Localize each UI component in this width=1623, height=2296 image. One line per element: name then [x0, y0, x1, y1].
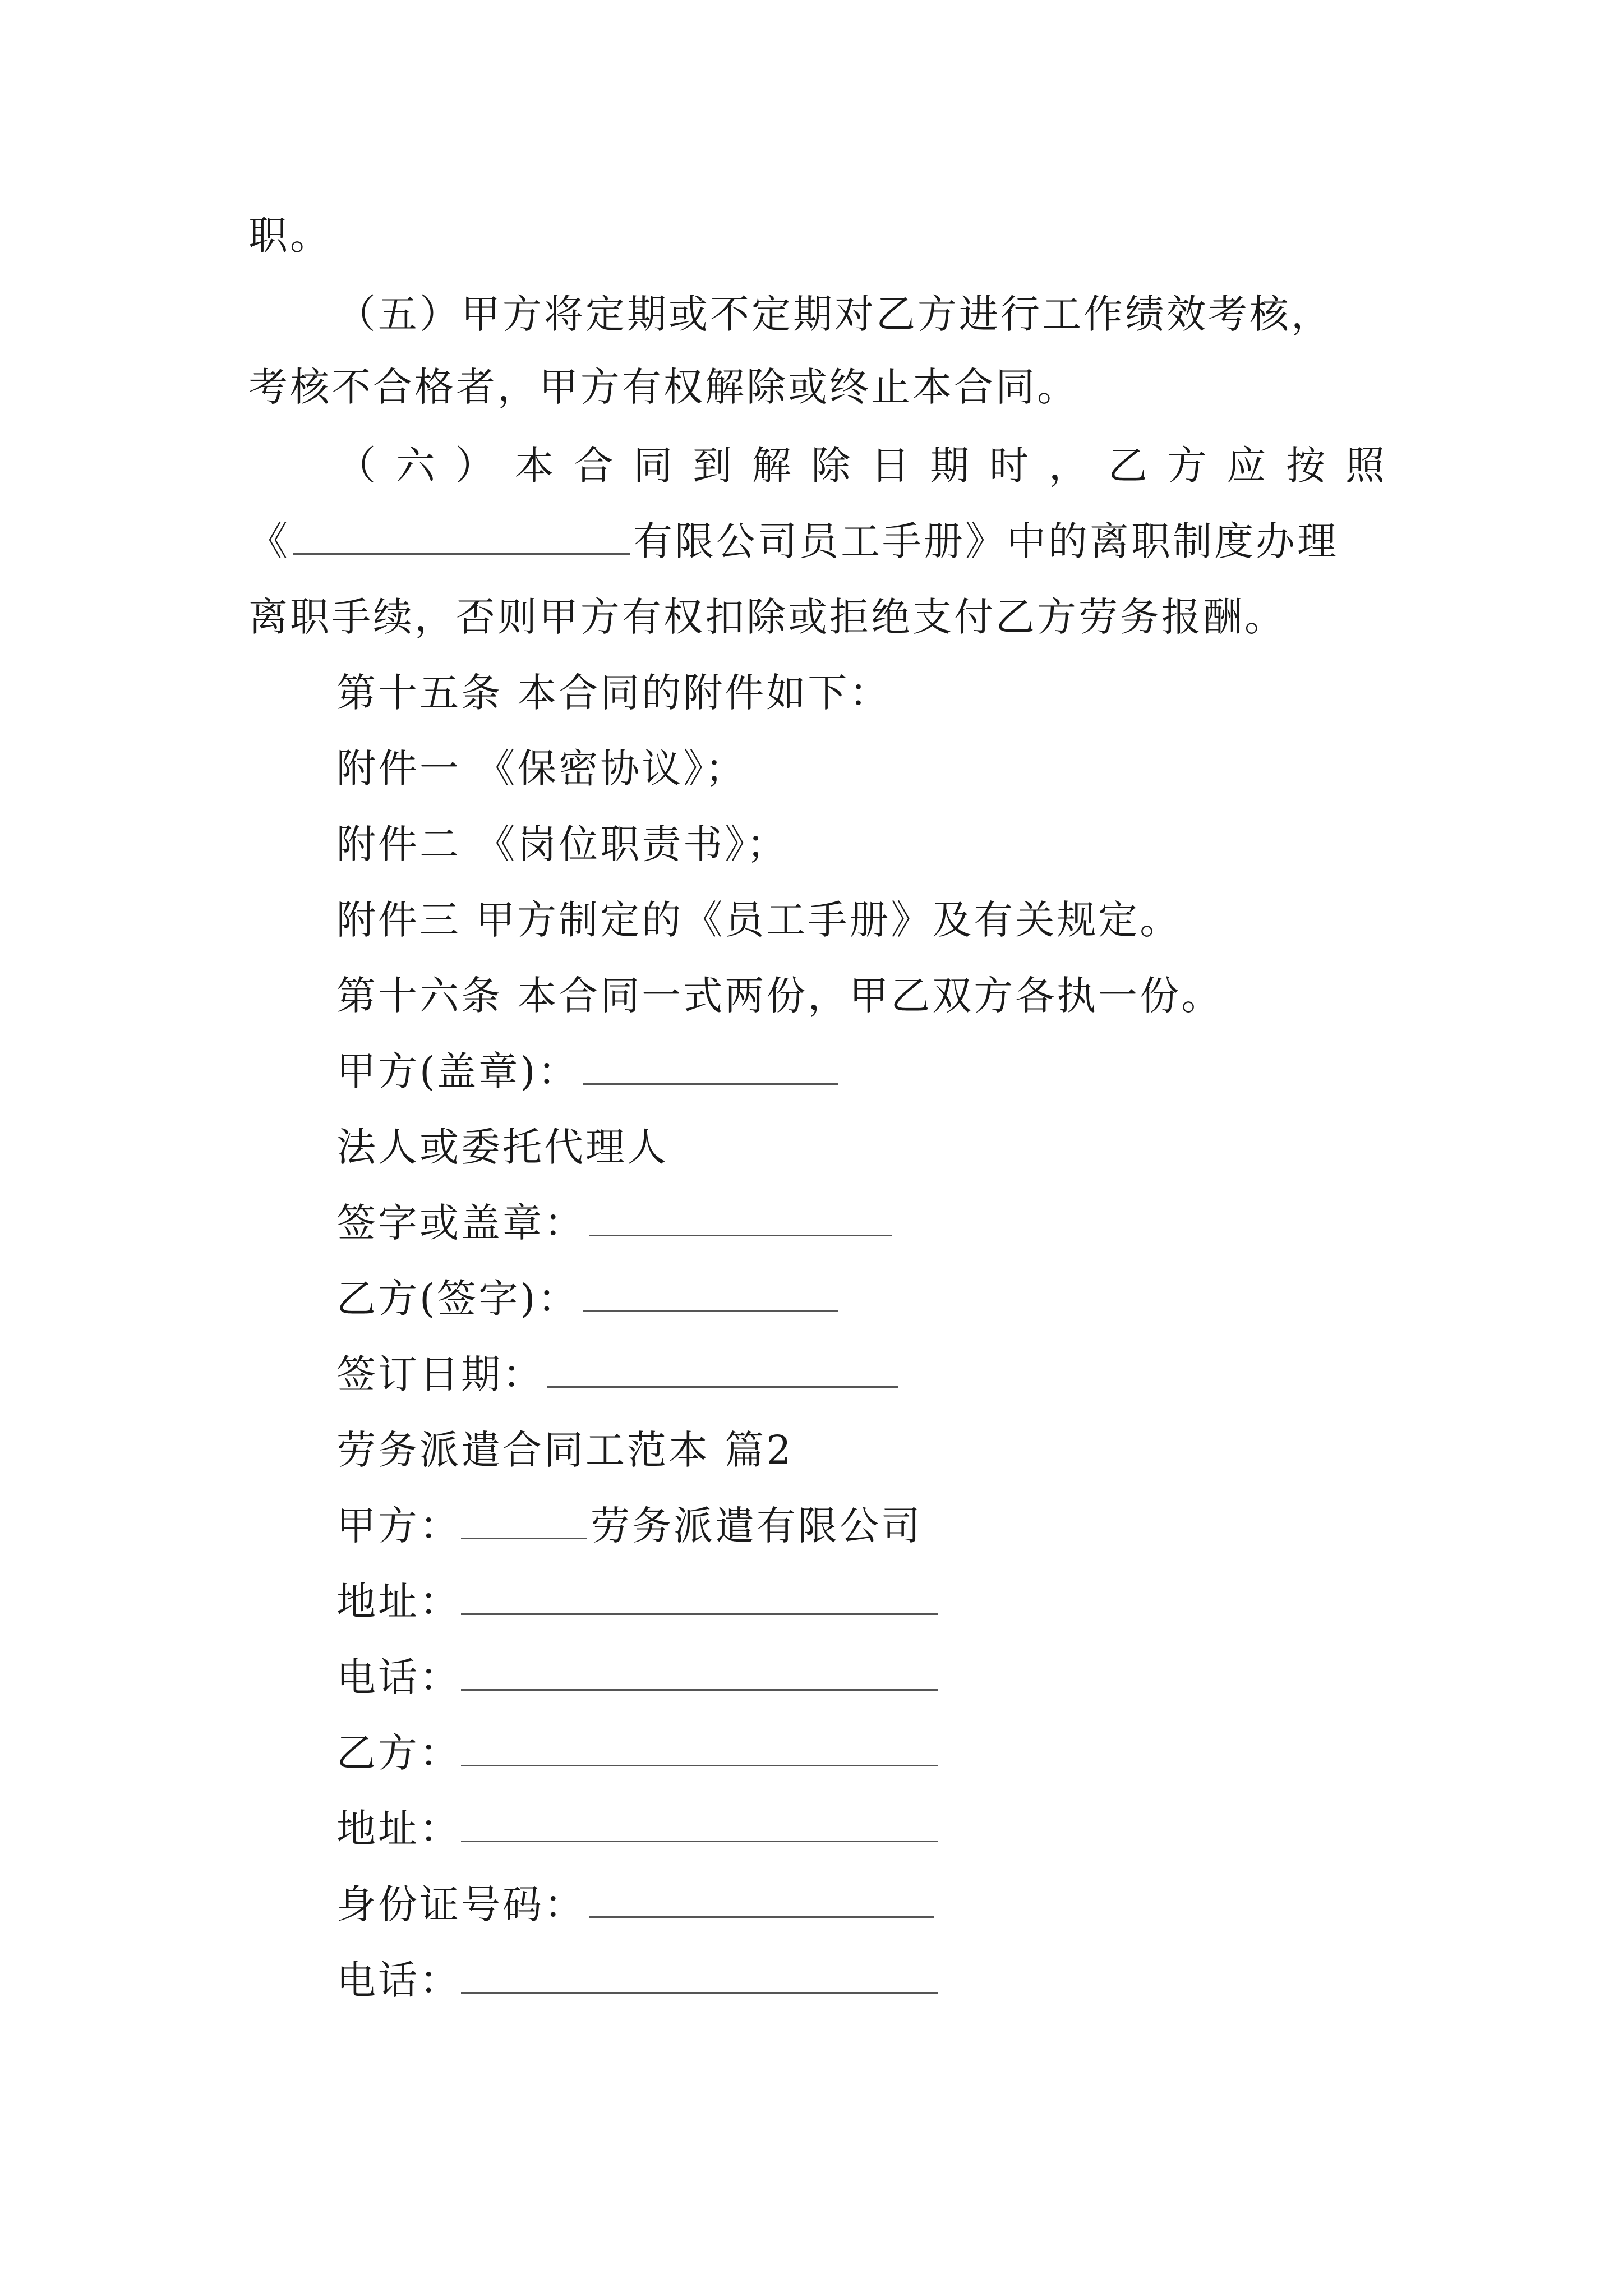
section-title: 劳务派遣合同工范本 篇2	[336, 1427, 794, 1473]
clause-six-text: 有限公司员工手册》中的离职制度办理	[633, 518, 1339, 564]
party-a-phone-blank	[461, 1654, 938, 1691]
clause-six-line-2	[248, 513, 1387, 569]
party-a-blank	[461, 1503, 587, 1539]
party-b-address-label: 地址：	[336, 1806, 461, 1852]
clause-five-line-1: （五）甲方将定期或不定期对乙方进行工作绩效考核，	[336, 291, 1332, 337]
party-a-seal-label: 甲方(盖章)：	[336, 1048, 579, 1094]
attachment-three: 附件三 甲方制定的《员工手册》及有关规定。	[336, 897, 1182, 943]
clause-five-line-2: 考核不合格者，甲方有权解除或终止本合同。	[248, 364, 1078, 410]
clause-six-line-3: 离职手续，否则甲方有权扣除或拒绝支付乙方劳务报酬。	[248, 594, 1286, 640]
sign-date-blank	[547, 1351, 898, 1388]
party-a-label: 甲方：	[336, 1503, 461, 1549]
article-sixteen: 第十六条 本合同一式两份，甲乙双方各执一份。	[336, 973, 1223, 1019]
party-a-company: 劳务派遣有限公司	[591, 1503, 923, 1549]
party-a-address-label: 地址：	[336, 1579, 461, 1625]
party-b-phone-blank	[461, 1957, 938, 1994]
legal-representative-label: 法人或委托代理人	[336, 1124, 668, 1170]
book-title-open: 《	[248, 518, 290, 564]
article-fifteen: 第十五条 本合同的附件如下：	[336, 670, 891, 716]
party-b-sign-row	[336, 1271, 1387, 1327]
party-a-address-row	[336, 1573, 1387, 1630]
party-b-sign-label: 乙方(签字)：	[336, 1276, 579, 1322]
sign-date-label: 签订日期：	[336, 1351, 544, 1397]
attachment-one: 附件一 《保密协议》；	[336, 746, 747, 792]
party-b-sign-blank	[583, 1276, 838, 1312]
signature-label: 签字或盖章：	[336, 1200, 585, 1246]
sign-date-row	[336, 1346, 1387, 1402]
party-a-seal-row	[336, 1043, 1387, 1099]
signature-blank	[589, 1200, 892, 1236]
party-a-phone-row	[336, 1649, 1387, 1705]
party-b-address-row	[336, 1801, 1387, 1857]
party-b-id-blank	[589, 1881, 934, 1918]
party-b-address-blank	[461, 1806, 938, 1842]
signature-row	[336, 1195, 1387, 1251]
party-b-row	[336, 1725, 1387, 1781]
clause-six-line-1: （六）本合同到解除日期时，乙方应按照	[336, 443, 1387, 489]
attachment-two: 附件二 《岗位职责书》；	[336, 821, 789, 867]
party-b-phone-row	[336, 1952, 1387, 2008]
party-b-blank	[461, 1730, 938, 1766]
company-name-blank	[293, 518, 630, 555]
party-a-row	[336, 1498, 1387, 1554]
text-line: 职。	[248, 213, 331, 259]
party-b-label: 乙方：	[336, 1730, 461, 1776]
party-b-phone-label: 电话：	[336, 1957, 461, 2003]
party-a-phone-label: 电话：	[336, 1654, 461, 1700]
party-b-id-label: 身份证号码：	[336, 1881, 585, 1927]
party-b-id-row	[336, 1876, 1387, 1932]
party-a-seal-blank	[583, 1048, 838, 1085]
party-a-address-blank	[461, 1579, 938, 1615]
